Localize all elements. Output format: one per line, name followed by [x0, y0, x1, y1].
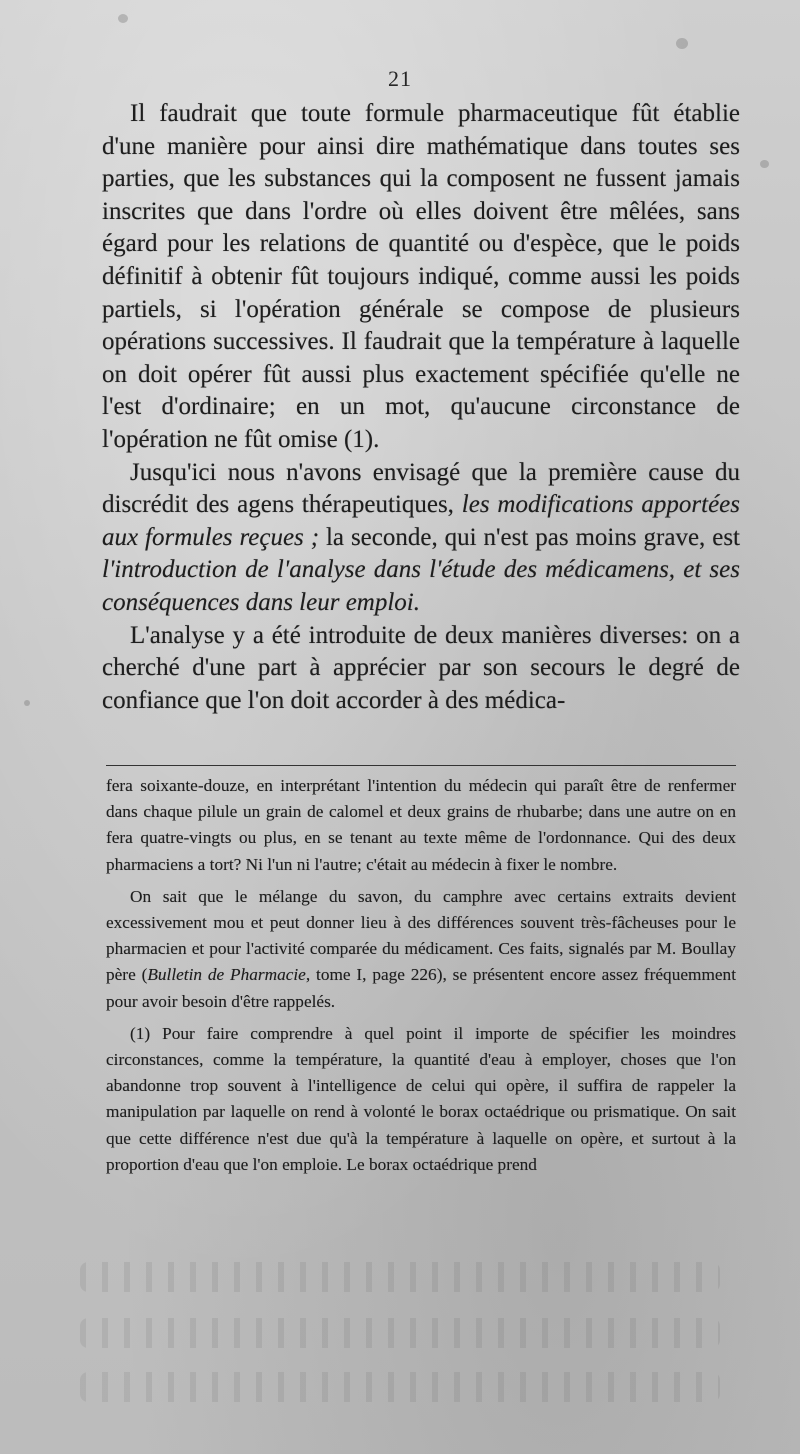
- text-run: L'analyse y a été introduite de deux manières diverses: on a cherché d'une part à apprécier par son secours le degré de confiance que l'on doit accorder à des médica-: [102, 621, 740, 714]
- show-through-handwriting: [80, 1262, 720, 1292]
- italic-run: les modifications apportées aux formules reçues ;: [102, 491, 740, 551]
- ink-spot: [676, 38, 688, 49]
- paragraph: [102, 98, 740, 457]
- footnote-paragraph: [106, 1021, 736, 1178]
- paragraph: [102, 620, 740, 718]
- text-run: (1) Pour faire comprendre à quel point il importe de spécifier les moindres circonstances, comme la température, la quantité d'eau à employer, choses que l'on abandonne trop souvent à l'intelligence de celui qui opère, il suffira de rappeler la manipulation par laquelle on rend à volonté le borax octaédrique ou prismatique. On sait que cette différence n'est due qu'à la température à laquelle on opère, et surtout à la proportion d'eau que l'on emploie. Le borax octaédrique prend: [106, 1023, 736, 1174]
- show-through-handwriting: [80, 1372, 720, 1402]
- text-run: , tome I, page 226), se présentent encore assez fréquemment pour avoir besoin d'être rappelés.: [106, 965, 736, 1011]
- footnotes: [106, 773, 736, 1184]
- footnote-paragraph: [106, 773, 736, 878]
- text-run: Jusqu'ici nous n'avons envisagé que la première cause du discrédit des agens thérapeutiques,: [102, 458, 740, 519]
- italic-run: l'introduction de l'analyse dans l'étude des médicamens, et ses conséquences dans leur emploi.: [102, 556, 740, 616]
- paragraph: [102, 457, 740, 620]
- ink-spot: [760, 160, 769, 168]
- text-run: On sait que le mélange du savon, du camphre avec certains extraits devient excessivement mou et peut donner lieu à des différences souvent très-fâcheuses pour le pharmacien et pour l'activité comparée du médicament. Ces faits, signalés par M. Boullay père (: [106, 886, 736, 985]
- ink-spot: [24, 700, 30, 706]
- main-text: [102, 98, 740, 717]
- text-run: Il faudrait que toute formule pharmaceutique fût établie d'une manière pour ainsi dire mathématique dans toutes ses parties, que les substances qui la composent ne fussent jamais inscrites que dans l'ordre où elles doivent être mêlées, sans égard pour les relations de quantité ou d'espèce, que le poids définitif à obtenir fût toujours indiqué, comme aussi les poids partiels, si l'opération générale se compose de plusieurs opérations successives. Il faudrait que la température à laquelle on doit opérer fût aussi plus exactement spécifiée qu'elle ne l'est d'ordinaire; en un mot, qu'aucune circonstance de l'opération ne fût omise (1).: [102, 100, 740, 453]
- show-through-handwriting: [80, 1318, 720, 1348]
- ink-spot: [118, 14, 128, 23]
- italic-run: Bulletin de Pharmacie: [147, 965, 306, 985]
- footnote-separator: [106, 765, 736, 766]
- text-run: la seconde, qui n'est pas moins grave, est: [319, 523, 741, 551]
- page-number: 21: [388, 66, 412, 91]
- text-run: fera soixante-douze, en interprétant l'intention du médecin qui paraît être de renfermer dans chaque pilule un grain de calomel et deux grains de rhubarbe; dans une autre on en fera quatre-vingts ou plus, en se tenant au texte même de l'ordonnance. Qui des deux pharmaciens a tort? Ni l'un ni l'autre; c'était au médecin à fixer le nombre.: [106, 776, 736, 874]
- footnote-paragraph: [106, 884, 736, 1015]
